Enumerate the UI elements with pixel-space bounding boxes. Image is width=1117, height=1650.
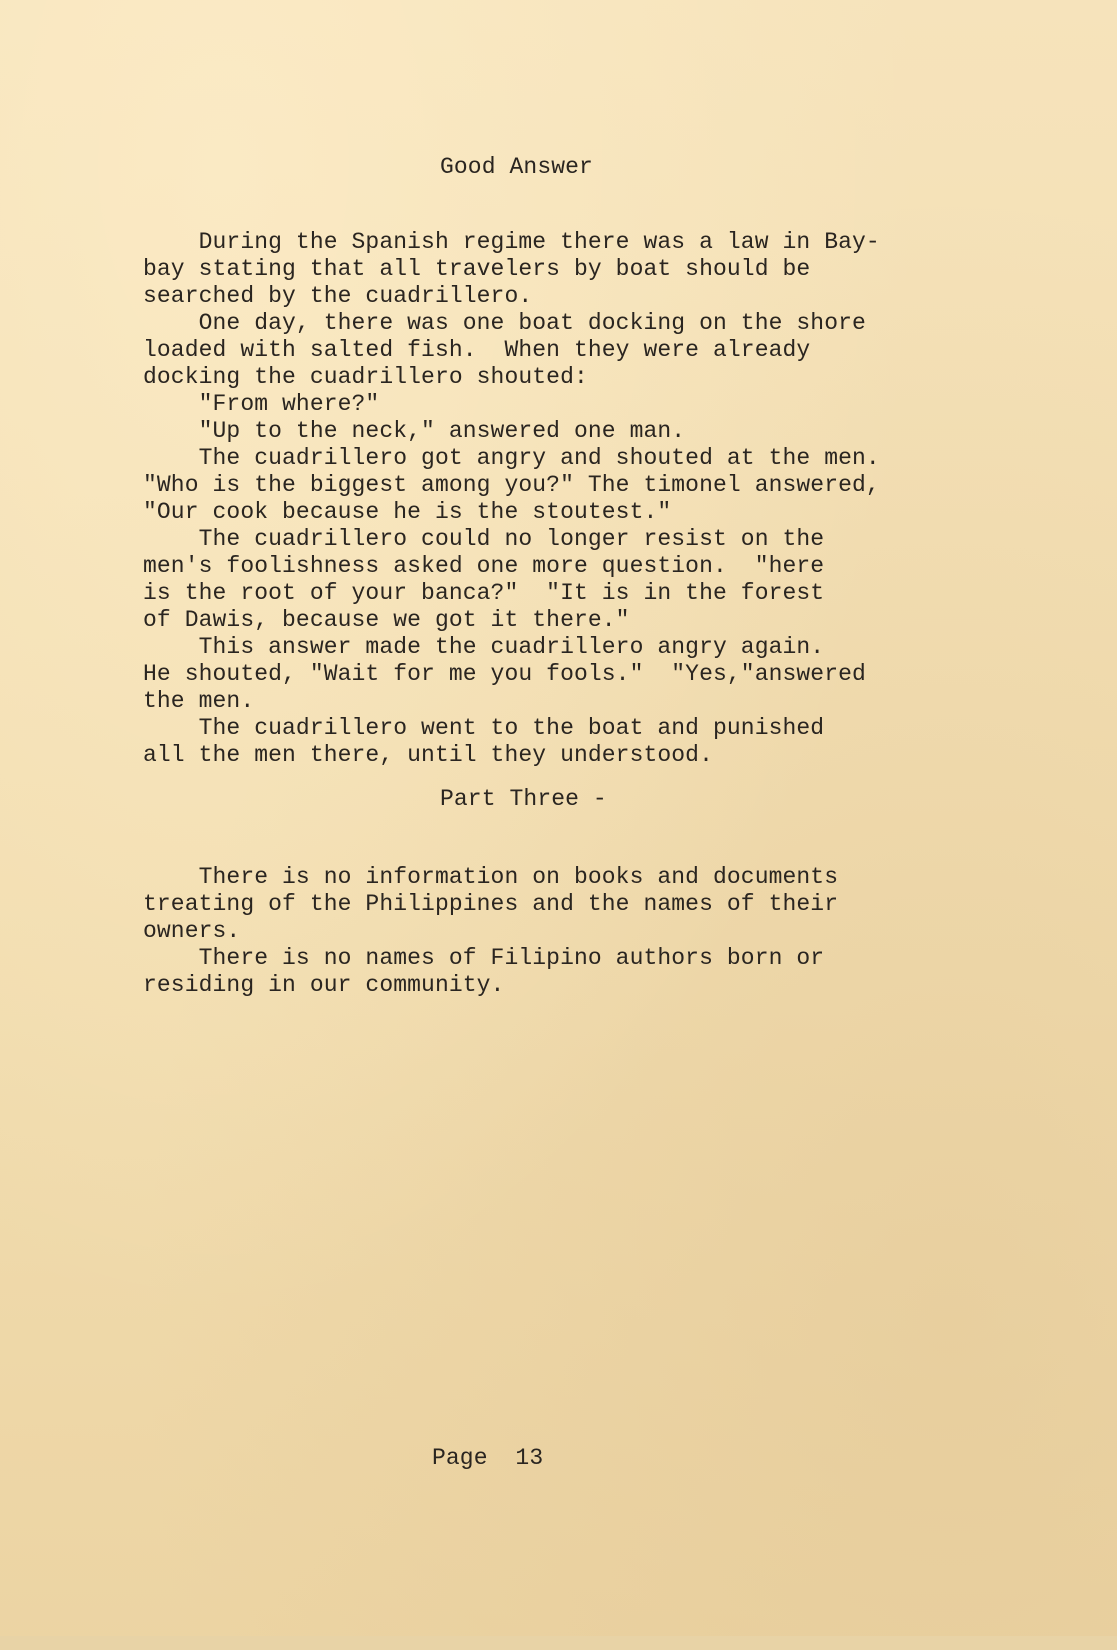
footer-strip — [0, 1636, 1117, 1650]
story-line: The cuadrillero got angry and shouted at the men. — [143, 445, 880, 471]
document-title: Good Answer — [440, 154, 593, 180]
story-line: The cuadrillero could no longer resist on the — [143, 526, 825, 552]
story-line: This answer made the cuadrillero angry again. — [143, 634, 825, 660]
story-line: all the men there, until they understood. — [143, 742, 713, 768]
section-line: There is no names of Filipino authors born or — [143, 945, 825, 971]
story-line: During the Spanish regime there was a law in Bay- — [143, 229, 880, 255]
story-line: He shouted, "Wait for me you fools." "Yes,"answered — [143, 661, 866, 687]
story-line: docking the cuadrillero shouted: — [143, 364, 588, 390]
story-line: loaded with salted fish. When they were already — [143, 337, 811, 363]
story-line: "Our cook because he is the stoutest." — [143, 499, 672, 525]
story-line: "Who is the biggest among you?" The timonel answered, — [143, 472, 880, 498]
story-line: "From where?" — [143, 391, 380, 417]
story-line: the men. — [143, 688, 255, 714]
story-line: searched by the cuadrillero. — [143, 283, 533, 309]
story-line: One day, there was one boat docking on the shore — [143, 310, 866, 336]
story-line: of Dawis, because we got it there." — [143, 607, 630, 633]
page-number: Page 13 — [432, 1445, 544, 1471]
section-line: treating of the Philippines and the names of their — [143, 891, 839, 917]
story-line: The cuadrillero went to the boat and punished — [143, 715, 825, 741]
section-line: There is no information on books and documents — [143, 864, 839, 890]
story-line: men's foolishness asked one more question. "here — [143, 553, 825, 579]
section-heading: Part Three - — [440, 786, 607, 812]
story-line: "Up to the neck," answered one man. — [143, 418, 686, 444]
story-line: bay stating that all travelers by boat should be — [143, 256, 811, 282]
section-line: residing in our community. — [143, 972, 505, 998]
section-line: owners. — [143, 918, 241, 944]
story-line: is the root of your banca?" "It is in the forest — [143, 580, 825, 606]
